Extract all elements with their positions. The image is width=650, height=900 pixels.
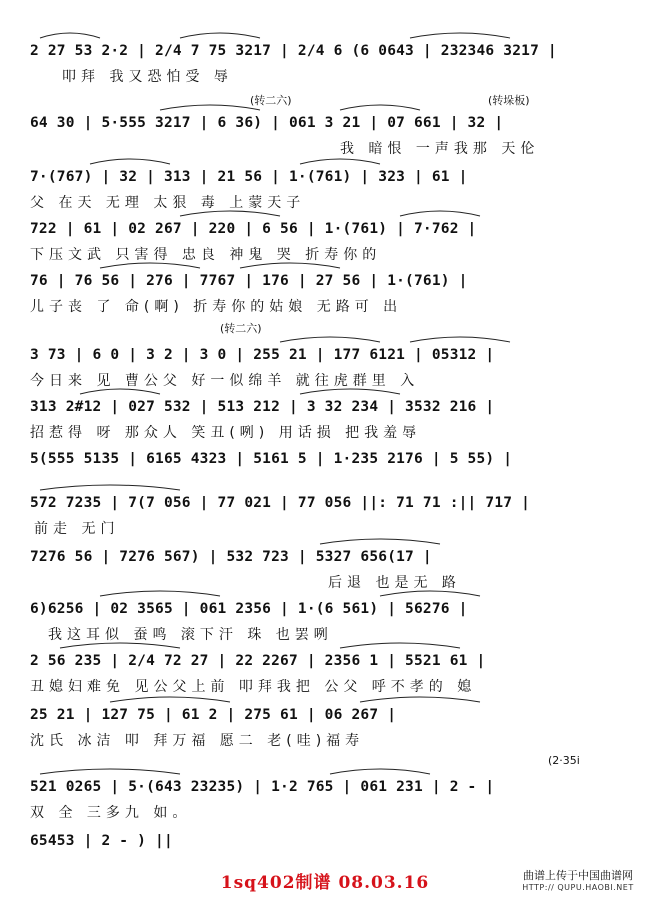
lyrics-line-13: 沈氏 冰洁 叩 拜万福 愿二 老(哇)福寿 [30,733,365,749]
notes-line-10: 7276 56 | 7276 567) | 532 723 | 5327 656(17 | [30,549,432,565]
lyrics-line-9: 前走 无门 [34,521,120,537]
notes-line-4: 722 | 61 | 02 267 | 220 | 6 56 | 1·(761) | 7·762 | [30,221,477,237]
lyrics-line-11: 我这耳似 蚕鸣 滚下汗 珠 也罢咧 [48,627,333,643]
lyrics-line-12: 丑媳妇难免 见公父上前 叩拜我把 公父 呼不孝的 媳 [30,679,477,695]
notes-line-6: 3 73 | 6 0 | 3 2 | 3 0 | 255 21 | 177 6121 | 05312 | [30,347,495,363]
lyrics-line-6: 今日来 见 曹公父 好一似绵羊 就往虎群里 入 [30,373,420,389]
notes-line-3: 7·(767) | 32 | 313 | 21 56 | 1·(761) | 323 | 61 | [30,169,468,185]
lyrics-line-2: 我 暗恨 一声我那 天伦 [340,141,540,157]
notes-line-9: 572 7235 | 7(7 056 | 77 021 | 77 056 ||: 71 71 :|| 717 | [30,495,531,511]
notes-line-14: 521 0265 | 5·(643 23235) | 1·2 765 | 061 231 | 2 - | [30,779,495,795]
lyrics-line-3: 父 在天 无理 太狠 毒 上蒙天子 [30,195,306,211]
credit-line: 1sq402制谱 08.03.16 [220,873,430,893]
notes-line-12: 2 56 235 | 2/4 72 27 | 22 2267 | 2356 1 | 5521 61 | [30,653,486,669]
notes-line-13: 25 21 | 127 75 | 61 2 | 275 61 | 06 267 | [30,707,397,723]
notes-line-15: 65453 | 2 - ) || [30,833,173,849]
site-watermark [508,870,648,894]
watermark-title: 曲谱上传于中国曲谱网 [523,869,633,882]
lyrics-line-10: 后退 也是无 路 [328,575,461,591]
notes-line-1: 2 27 53 2·2 | 2/4 7 75 3217 | 2/4 6 (6 0643 | 232346 3217 | [30,43,557,59]
notes-line-11: 6)6256 | 02 3565 | 061 2356 | 1·(6 561) | 56276 | [30,601,468,617]
notes-line-2: 64 30 | 5·555 3217 | 6 36) | 061 3 21 | 07 661 | 32 | [30,115,504,131]
lyrics-line-14: 双 全 三多九 如。 [30,805,192,821]
notes-line-5: 76 | 76 56 | 276 | 7767 | 176 | 27 56 | 1·(761) | [30,273,468,289]
lyrics-line-7: 招惹得 呀 那众人 笑丑(咧) 用话损 把我羞辱 [30,425,422,441]
lyrics-line-4: 下压文武 只害得 忠良 神鬼 哭 折寿你的 [30,247,382,263]
notes-line-7: 313 2#12 | 027 532 | 513 212 | 3 32 234 | 3532 216 | [30,399,495,415]
mode-change-mark: (转二六) [220,322,262,335]
watermark-url: HTTP:// QUPU.HAOBI.NET [522,883,634,892]
notes-line-8: 5(555 5135 | 6165 4323 | 5161 5 | 1·235 2176 | 5 55) | [30,451,513,467]
lyrics-line-5: 儿子丧 了 命(啊) 折寿你的姑娘 无路可 出 [30,299,403,315]
mode-change-mark: (转二六) [250,94,292,107]
lyrics-line-1: 叩拜 我又恐怕受 辱 [62,69,233,85]
mode-change-mark: (转垛板) [488,94,530,107]
pickup-mark: (2·35i [548,754,580,767]
